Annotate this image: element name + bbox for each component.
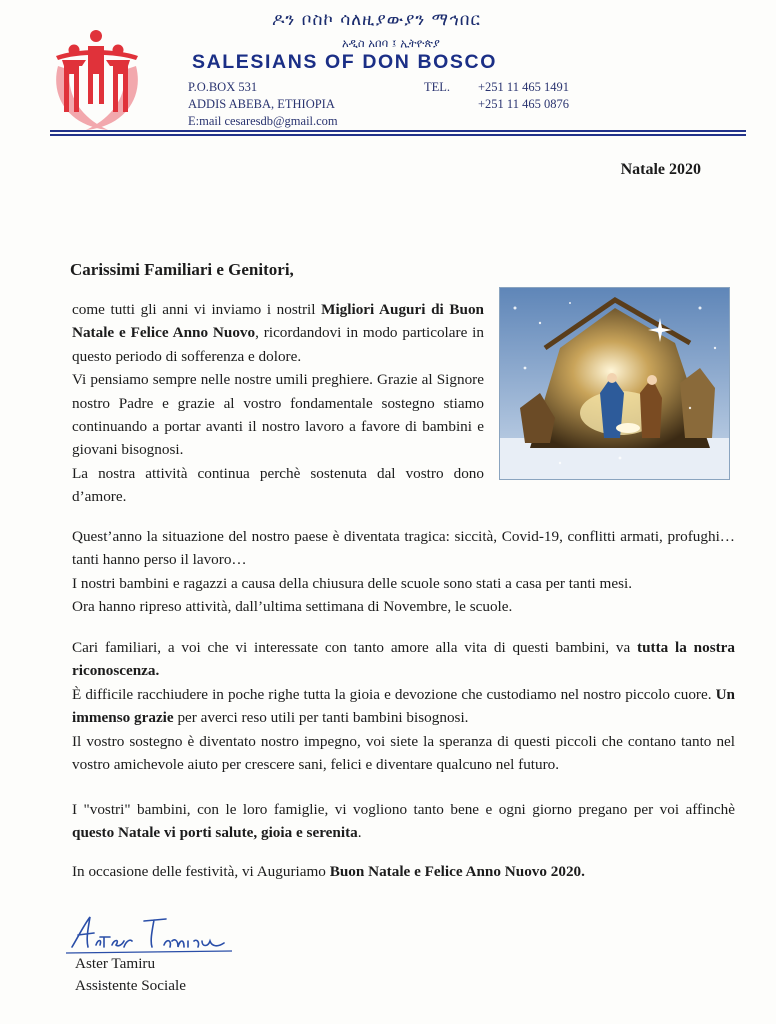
intro-line-c: La nostra attività continua perchè sostenuta dal vostro dono d’amore. xyxy=(72,464,484,506)
letter-date: Natale 2020 xyxy=(620,161,701,178)
email: E:mail cesaresdb@gmail.com xyxy=(188,114,338,128)
situation-line-c: Ora hanno ripreso attività, dall’ultima settimana di Novembre, le scuole. xyxy=(72,598,513,616)
signatory-role: Assistente Sociale xyxy=(75,977,186,994)
org-name: SALESIANS OF DON BOSCO xyxy=(192,51,497,73)
tel-label: TEL. xyxy=(424,80,451,94)
situation-paragraph xyxy=(72,525,735,619)
intro-line-a: come tutti gli anni vi inviamo i nostril Migliori Auguri di Buon Natale e Felice Anno Nuovo, ricordandovi in modo particolare in questo periodo di sofferenza e dolore. xyxy=(72,301,484,365)
children-line: I "vostri" bambini, con le loro famiglie, vi vogliono tanto bene e ogni giorno pregano per voi affinchè questo Natale vi porti salute, gioia e serenita. xyxy=(72,801,735,842)
thanks-line-c: Il vostro sostegno è diventato nostro impegno, voi siete la speranza di questi piccoli che contano tanto nel vostro amichevole aiuto per crescere sani, felici e diventare qualcuno nel futuro. xyxy=(72,732,735,774)
children-paragraph xyxy=(72,798,735,845)
city-address: ADDIS ABEBA, ETHIOPIA xyxy=(188,97,335,111)
closing-paragraph xyxy=(72,860,735,883)
intro-line-b: Vi pensiamo sempre nelle nostre umili preghiere. Grazie al Signore nostro Padre e grazie al vostro fondamentale sostegno stiamo continuando a portar avanti il nostro lavoro a favore di bambini e giovani bisognosi. xyxy=(72,371,484,459)
tel-1: +251 11 465 1491 xyxy=(478,80,569,94)
signatory-name: Aster Tamiru xyxy=(75,955,156,972)
header-rule-top xyxy=(50,130,746,132)
situation-line-b: I nostri bambini e ragazzi a causa della chiusura delle scuole sono stati a casa per tanti mesi. xyxy=(72,574,633,592)
situation-line-a: Quest’anno la situazione del nostro paese è diventata tragica: siccità, Covid-19, conflitti armati, profughi… tanti hanno perso il lavoro… xyxy=(72,528,735,569)
org-name-amharic: ዶን ቦስኮ ሳለዚያውያን ማኅበር xyxy=(272,10,481,30)
city-amharic: አዲስ አበባ ፤ ኢትዮጵያ xyxy=(342,36,440,50)
thanks-line-b: È difficile racchiudere in poche righe tutta la gioia e devozione che custodiamo nel nostro piccolo cuore. Un immenso grazie per averci reso utili per tanti bambini bisognosi. xyxy=(72,685,735,727)
tel-2: +251 11 465 0876 xyxy=(478,97,569,111)
salutation: Carissimi Familiari e Genitori, xyxy=(70,260,294,279)
thanks-paragraph xyxy=(72,636,735,776)
nativity-scene-image-icon xyxy=(499,287,730,480)
closing-line: In occasione delle festività, vi Auguriamo Buon Natale e Felice Anno Nuovo 2020. xyxy=(72,863,585,880)
thanks-line-a: Cari familiari, a voi che vi interessate con tanto amore alla vita di questi bambini, va tutta la nostra riconoscenza. xyxy=(72,639,735,680)
salesian-family-logo-icon xyxy=(48,26,144,132)
pobox: P.O.BOX 531 xyxy=(188,80,258,94)
handwritten-signature-icon xyxy=(60,907,240,959)
intro-paragraph xyxy=(72,298,484,509)
header-rule-bottom xyxy=(50,134,746,136)
